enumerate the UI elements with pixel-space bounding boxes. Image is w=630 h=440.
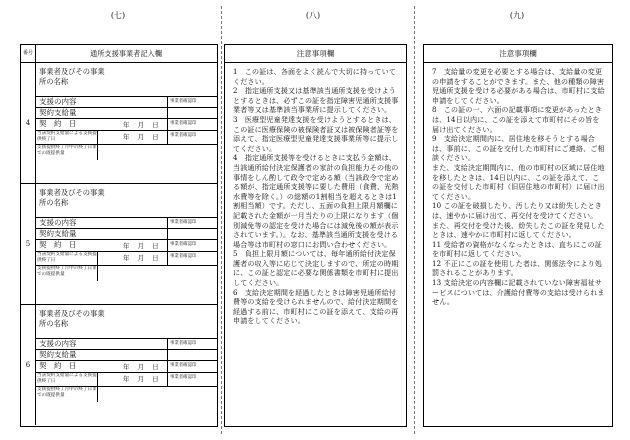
remaining-row[interactable] xyxy=(35,265,217,281)
end-date-row[interactable] xyxy=(35,251,217,266)
note-paragraph: 7 支給量の変更を必要とする場合は、支給量の変更の申請をすることができます。また、他の種類の障害児通所支援を受ける必要がある場合は、市町村に支給申請をしてください。 xyxy=(432,67,605,105)
note-paragraph: 10 この証を破損したり、汚したり又は紛失したときは、速やかに届け出て、再交付を受けてください。 xyxy=(432,201,602,220)
notes-body xyxy=(225,63,406,326)
remaining-row[interactable] xyxy=(35,386,217,402)
form-header xyxy=(21,45,217,63)
entry-number: 6 xyxy=(21,304,36,425)
end-date: 年 月 日 xyxy=(123,133,159,141)
remaining-label: 支援提供終了月中の終了日までの既提供量 xyxy=(37,145,97,156)
provider-name-label: 事業者及びその事業所の名称 xyxy=(39,309,105,328)
amount-label: 契約支給量 xyxy=(39,229,77,238)
provider-name-row[interactable] xyxy=(35,304,217,339)
confirm-stamp[interactable]: 事業者確認印 xyxy=(167,360,217,372)
provider-entry xyxy=(21,304,217,425)
notes-panel-9 xyxy=(423,44,613,427)
confirm-stamp[interactable]: 事業者確認印 xyxy=(167,372,217,386)
content-label: 支援の内容 xyxy=(39,218,77,227)
note-paragraph: 1 この証は、各面をよく読んで大切に持っていてください。 xyxy=(233,67,396,86)
entry-number: 4 xyxy=(21,62,36,183)
provider-entry-form xyxy=(20,44,218,427)
note-paragraph: 9 支給決定期間内に、居住地を移そうとする場合は、事前に、この証を交付した市町村にご連絡、ご相談ください。 xyxy=(432,134,605,163)
note-paragraph: 11 受給者の資格がなくなったときは、直ちにこの証を市町村に返してください。 xyxy=(432,239,602,259)
note-paragraph: 5 負担上限月額については、毎年通所給付決定保護者の収入等に応じて決定しますので、所定の時期に、この証と認定に必要な関係書類を市町村に提出してください。 xyxy=(233,249,399,288)
page-label-8: (八) xyxy=(305,11,321,20)
confirm-stamp[interactable]: 事業者確認印 xyxy=(167,130,217,144)
remaining-label: 支援提供終了月中の終了日までの既提供量 xyxy=(37,266,97,277)
fold-line-2 xyxy=(414,6,415,434)
end-date-label: 当該契約支給量による支援提供終了日 xyxy=(37,373,97,384)
confirm-stamp[interactable]: 事業者確認印 xyxy=(167,217,217,239)
confirm-stamp[interactable]: 事業者確認印 xyxy=(167,338,217,360)
fold-line-1 xyxy=(221,6,222,434)
content-label: 支援の内容 xyxy=(39,339,77,348)
remaining-row[interactable] xyxy=(35,144,217,160)
confirm-stamp[interactable]: 事業者確認印 xyxy=(167,118,217,130)
notes-title: 注意事項欄 xyxy=(225,45,406,63)
note-paragraph: 2 指定通所支援又は基準該当通所支援を受けようとするときは、必ずこの証を指定障害児通所支援事業者等又は基準該当事業所に提示してください。 xyxy=(233,86,399,115)
page-label-7: (七) xyxy=(110,11,126,20)
contract-date-label: 契 約 日 xyxy=(39,240,77,249)
note-paragraph: 12 不正にこの証を使用した者は、関係法令により処罰されることがあります。 xyxy=(432,258,602,278)
page-label-9: (九) xyxy=(509,11,525,20)
confirm-stamp[interactable]: 事業者確認印 xyxy=(167,96,217,118)
entry-number: 5 xyxy=(21,183,36,304)
notes-body xyxy=(424,63,612,307)
content-label: 支援の内容 xyxy=(39,97,77,106)
form-title: 通所支援事業者記入欄 xyxy=(90,49,162,58)
end-date: 年 月 日 xyxy=(123,375,159,383)
contract-date: 年 月 日 xyxy=(123,121,159,129)
provider-entry xyxy=(21,62,217,184)
number-header: 番号 xyxy=(21,45,36,62)
remaining-label: 支援提供終了月中の終了日までの既提供量 xyxy=(37,387,97,398)
contract-date: 年 月 日 xyxy=(123,363,159,371)
notes-title: 注意事項欄 xyxy=(424,45,612,63)
confirm-stamp[interactable]: 事業者確認印 xyxy=(167,251,217,265)
amount-label: 契約支給量 xyxy=(39,350,77,359)
note-paragraph: 4 指定通所支援等を受けるときに支払う金額は、当該通所給付決定保護者の家計の負担能力その他の事情をしん酌して政令で定める額（当該政令で定める額が、指定通所支援等に要した費用（食費、光熱水費等を除く。）の総額の1割相当を超えるときは1割相当額）です。ただし、五面の負担上限月額欄に記載された金額が一月当たりの上限になります（個別減免等の認定を受けた場合には減免後の額が表示されています。）。なお、基準該当通所支援を受ける場合等は市町村の窓口にお問い合わせください。 xyxy=(233,153,399,249)
contract-date: 年 月 日 xyxy=(123,242,159,250)
confirm-stamp[interactable]: 事業者確認印 xyxy=(167,239,217,251)
note-paragraph: また、再交付を受けた後、紛失したこの証を発見したときは、速やかに市町村に返してください。 xyxy=(432,220,605,240)
end-date-label: 当該契約支給量による支援提供終了日 xyxy=(37,252,97,263)
provider-name-label: 事業者及びその事業所の名称 xyxy=(39,67,105,86)
note-paragraph: 13 支給決定の内容欄に記載されていない障害福祉サービスについては、介護給付費等の支給は受けられません。 xyxy=(432,278,605,307)
note-paragraph: 6 支給決定期間を経過したときは障害児通所給付費等の支給を受けられませんので、給付決定期間を経過する前に、市町村にこの証を添えて、支給の再申請をしてください。 xyxy=(233,287,399,326)
contract-date-label: 契 約 日 xyxy=(39,119,77,128)
notes-panel-8 xyxy=(224,44,407,427)
end-date-row[interactable] xyxy=(35,130,217,145)
note-paragraph: 8 この証の一、六面の記載事項に変更があったときは、14日以内に、この証を添えて市町村にその旨を届け出てください。 xyxy=(432,105,603,134)
provider-name-label: 事業者及びその事業所の名称 xyxy=(39,188,105,207)
end-date: 年 月 日 xyxy=(123,254,159,262)
end-date-label: 当該契約支給量による支援提供終了日 xyxy=(37,131,97,142)
end-date-row[interactable] xyxy=(35,372,217,387)
contract-date-label: 契 約 日 xyxy=(39,361,77,370)
provider-name-row[interactable] xyxy=(35,183,217,218)
note-paragraph: また、支給決定期間内に、他の市町村の区域に居住地を移したときは、14日以内に、この証を添えて、この証を交付した市町村（旧居住地の市町村）に届け出てください。 xyxy=(432,162,605,201)
amount-label: 契約支給量 xyxy=(39,108,77,117)
provider-name-row[interactable] xyxy=(35,62,217,97)
provider-entry xyxy=(21,183,217,305)
note-paragraph: 3 医療型児童発達支援を受けようとするときは、この証に医療保険の被保険者証又は被保険者証等を添えて、指定医療型児童発達支援事業所等に提示してください。 xyxy=(233,114,399,153)
